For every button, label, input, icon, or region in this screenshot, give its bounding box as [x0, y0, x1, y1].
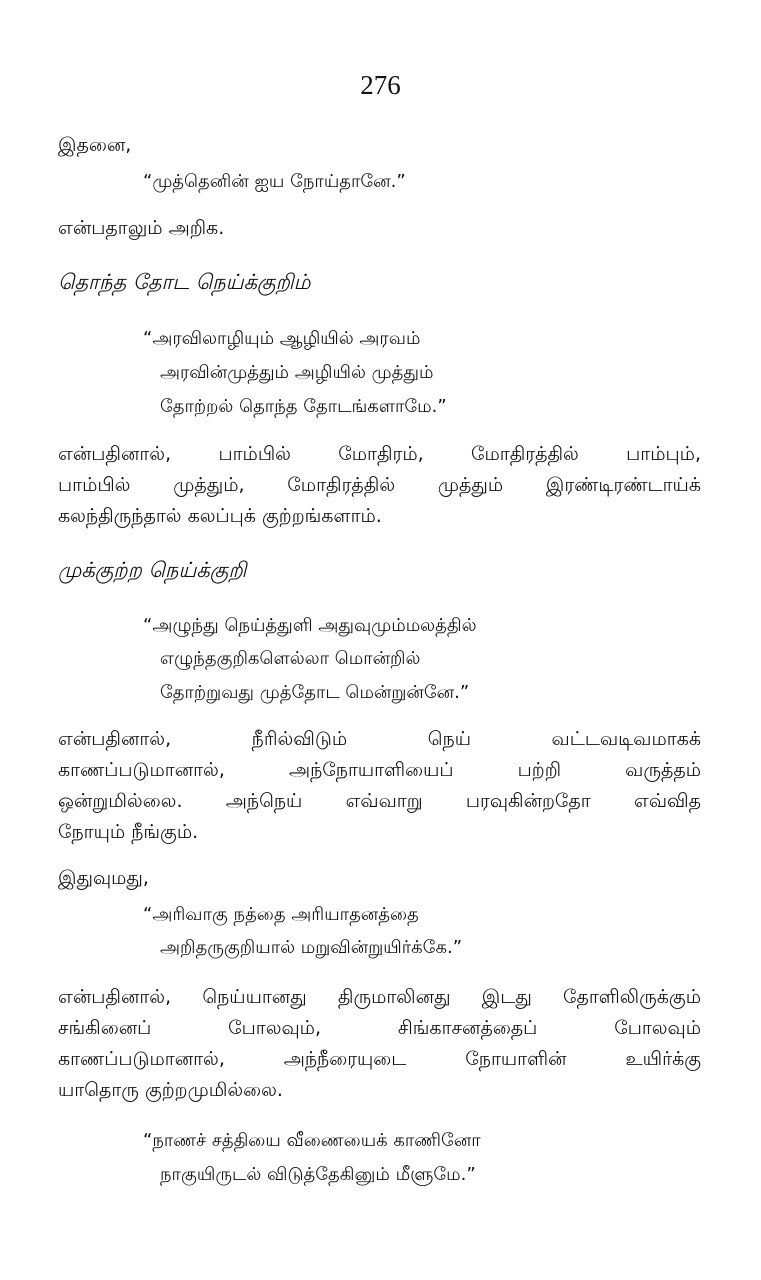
body-line-6: என்பதினால், நீரில்விடும் நெய் வட்டவடிவமாகக் [58, 728, 701, 750]
verse-line-7: தோற்றுவது முத்தோட மென்றுன்னே.” [160, 682, 470, 703]
verse-line-1: “முத்தெனின் ஐய நோய்தானே.” [143, 171, 406, 192]
section-heading-1: தொந்த தோட நெய்க்குறிம் [58, 270, 311, 294]
body-line-14: யாதொரு குற்றமுமில்லை. [58, 1079, 283, 1101]
body-line-7: காணப்படுமானால், அந்நோயாளியைப் பற்றி வருத்தம் [58, 759, 701, 781]
verse-line-2: “அரவிலாழியும் ஆழியில் அரவம் [143, 328, 421, 349]
body-line-8: ஒன்றுமில்லை. அந்நெய் எவ்வாறு பரவுகின்றதோ எவ்வித [58, 790, 701, 812]
verse-line-11: நாகுயிருடல் விடுத்தேகினும் மீளுமே.” [160, 1164, 476, 1185]
body-line-2: என்பதாலும் அறிக. [58, 217, 225, 239]
body-line-1: இதனை, [58, 134, 132, 156]
section-heading-2: முக்குற்ற நெய்க்குறி [58, 558, 247, 582]
verse-line-3: அரவின்முத்தும் அழியில் முத்தும் [160, 362, 434, 383]
body-line-12: சங்கினைப் போலவும், சிங்காசனத்தைப் போலவும் [58, 1017, 701, 1039]
verse-line-6: எழுந்தகுறிகளெல்லா மொன்றில் [160, 648, 421, 669]
body-line-3: என்பதினால், பாம்பில் மோதிரம், மோதிரத்தில் பாம்பும், [58, 443, 701, 465]
body-line-11: என்பதினால், நெய்யானது திருமாலினது இடது தோளிலிருக்கும் [58, 986, 701, 1008]
body-line-9: நோயும் நீங்கும். [58, 821, 199, 843]
body-line-10: இதுவுமது, [58, 867, 149, 889]
verse-line-8: “அரிவாகு நத்தை அரியாதனத்தை [143, 904, 419, 925]
body-line-13: காணப்படுமானால், அந்நீரையுடை நோயாளின் உயிர்க்கு [58, 1048, 701, 1070]
verse-line-10: “நாணச் சத்தியை வீணையைக் காணினோ [143, 1130, 481, 1151]
verse-line-5: “அழுந்து நெய்த்துளி அதுவுமும்மலத்தில் [143, 615, 477, 636]
verse-line-4: தோற்றல் தொந்த தோடங்களாமே.” [160, 396, 447, 417]
body-line-5: கலந்திருந்தால் கலப்புக் குற்றங்களாம். [58, 505, 382, 527]
body-line-4: பாம்பில் முத்தும், மோதிரத்தில் முத்தும் இரண்டிரண்டாய்க் [58, 474, 701, 496]
verse-line-9: அறிதருகுறியால் மறுவின்றுயிர்க்கே.” [160, 937, 463, 958]
page-number: 276 [360, 70, 401, 100]
